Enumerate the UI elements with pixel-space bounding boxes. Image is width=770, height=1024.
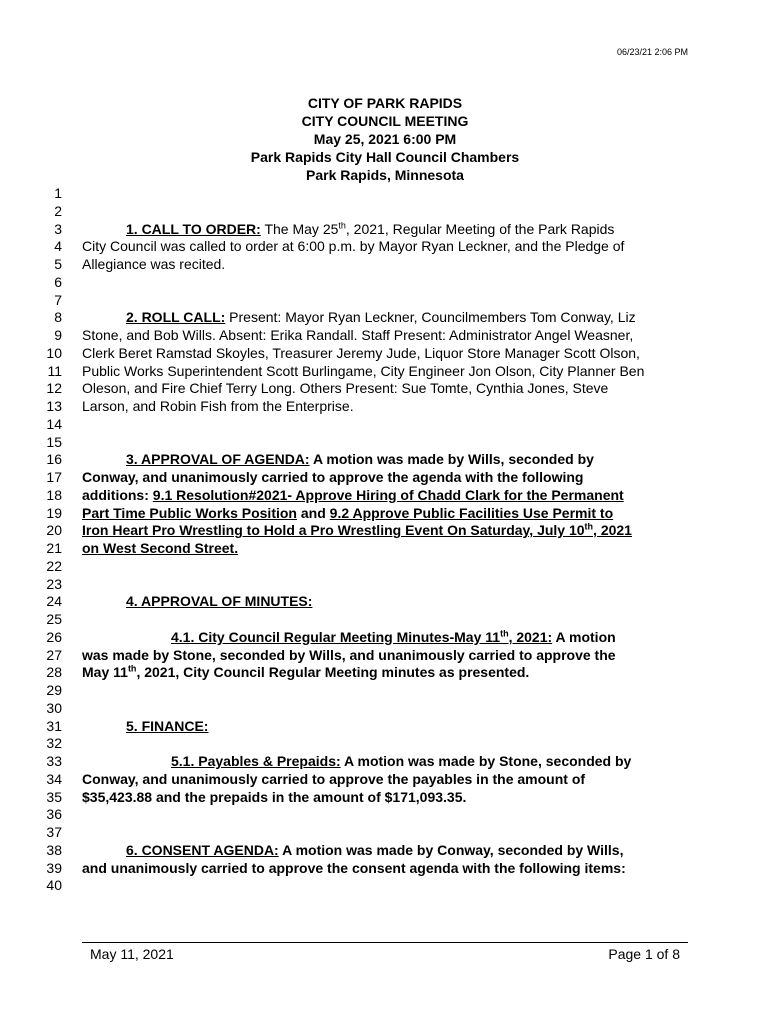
- line-number: 4: [54, 238, 62, 255]
- text-span: , 2021, Regular Meeting of the Park Rapids: [345, 220, 615, 237]
- line-number: 8: [54, 309, 62, 326]
- document-header: [82, 94, 688, 184]
- text-line: Stone, and Bob Wills. Absent: Erika Randall. Staff Present: Administrator Angel Weasner,: [82, 327, 634, 343]
- superscript: th: [584, 521, 594, 532]
- text-line: [82, 522, 688, 540]
- finance-heading: 5. FINANCE:: [126, 717, 209, 734]
- text-span: Iron Heart Pro Wrestling to Hold a Pro Wrestling Event On Saturday, July 10: [82, 522, 585, 539]
- line-number: 21: [46, 540, 62, 556]
- text-line: Allegiance was recited.: [82, 256, 226, 272]
- text-line: Larson, and Robin Fish from the Enterprise.: [82, 398, 354, 414]
- line-number: 3: [54, 220, 62, 237]
- header-date: May 25, 2021 6:00 PM: [313, 131, 457, 147]
- line-number: 10: [46, 344, 62, 361]
- line-number: 37: [46, 824, 62, 840]
- text-span: 4.1. City Council Regular Meeting Minutes-May 11: [171, 628, 501, 645]
- blank-line: [82, 735, 688, 753]
- call-to-order-heading: 1. CALL TO ORDER:: [126, 220, 261, 237]
- text-line: Conway, and unanimously carried to approve the agenda with the following: [82, 469, 584, 485]
- line-number: 26: [46, 628, 62, 645]
- minutes-heading: 4. APPROVAL OF MINUTES:: [126, 593, 313, 610]
- text-line: [82, 664, 688, 682]
- blank-line: [82, 576, 688, 594]
- text-line: Conway, and unanimously carried to approve the payables in the amount of: [82, 770, 586, 787]
- agenda-addition-9-1-cont: Part Time Public Works Position: [82, 504, 297, 521]
- line-number: 22: [46, 557, 62, 574]
- text-span: , 2021: [593, 522, 632, 539]
- consent-line: [82, 842, 688, 860]
- finance-subsection-line: [82, 753, 688, 771]
- text-span: and: [296, 504, 330, 521]
- blank-line: [82, 700, 688, 718]
- blank-line: [82, 682, 688, 700]
- text-span: additions:: [82, 486, 153, 503]
- line-number: 31: [46, 717, 62, 734]
- line-number: 5: [54, 256, 62, 272]
- superscript: th: [127, 663, 137, 674]
- text-span: , 2021:: [508, 628, 553, 645]
- line-number: 6: [54, 273, 62, 290]
- blank-line: [82, 416, 688, 434]
- line-number: 34: [46, 770, 62, 787]
- line-number: 18: [46, 486, 62, 503]
- line-number: 29: [46, 682, 62, 698]
- text-span: A motion was made by Stone, seconded by: [340, 753, 632, 769]
- line-number: 36: [46, 806, 62, 823]
- line-number: 19: [46, 504, 62, 521]
- blank-line: [82, 434, 688, 452]
- line-number: 12: [46, 380, 62, 397]
- blank-line: [82, 611, 688, 629]
- page-number: Page 1 of 8: [608, 946, 680, 962]
- text-line: City Council was called to order at 6:00 p.m. by Mayor Ryan Leckner, and the Pledge of: [82, 238, 625, 255]
- text-line: [82, 505, 688, 523]
- text-span: May 11: [82, 664, 128, 681]
- text-line: on West Second Street.: [82, 540, 239, 556]
- agenda-line: [82, 451, 688, 469]
- line-number: 28: [46, 664, 62, 681]
- line-number: 38: [46, 841, 62, 858]
- line-number: 40: [46, 877, 62, 894]
- blank-line: [82, 806, 688, 824]
- line-number: 14: [46, 415, 62, 432]
- text-line: Oleson, and Fire Chief Terry Long. Others Present: Sue Tomte, Cynthia Jones, Steve: [82, 380, 609, 397]
- line-number: 11: [47, 362, 62, 379]
- text-span: A motion was made by Wills, seconded by: [309, 451, 594, 468]
- line-number: 7: [54, 291, 62, 308]
- footer-rule: [82, 942, 688, 943]
- line-number: 13: [46, 398, 62, 414]
- text-line: was made by Stone, seconded by Wills, and unanimously carried to approve the: [82, 646, 616, 663]
- blank-line: [82, 824, 688, 842]
- line-number: 27: [46, 646, 62, 663]
- blank-line: [82, 274, 688, 292]
- text-line: and unanimously carried to approve the consent agenda with the following items:: [82, 859, 626, 876]
- header-city: CITY OF PARK RAPIDS: [307, 95, 463, 111]
- text-span: A motion was made by Conway, seconded by Wills,: [278, 841, 624, 858]
- minutes-subheading: [171, 629, 552, 645]
- line-number: 30: [46, 699, 62, 716]
- header-city-state: Park Rapids, Minnesota: [306, 167, 464, 183]
- superscript: th: [500, 628, 509, 639]
- line-number: 39: [46, 859, 62, 876]
- header-location: Park Rapids City Hall Council Chambers: [250, 149, 520, 165]
- print-timestamp: 06/23/21 2:06 PM: [616, 47, 688, 57]
- line-number: 1: [54, 185, 62, 201]
- superscript: th: [338, 219, 346, 230]
- blank-line: [82, 877, 688, 895]
- minutes-subsection-line: [82, 629, 688, 647]
- blank-line: [82, 292, 688, 310]
- text-span: The May 25: [260, 220, 339, 237]
- roll-call-heading: 2. ROLL CALL:: [126, 309, 226, 326]
- agenda-addition-9-1: 9.1 Resolution#2021- Approve Hiring of Chadd Clark for the Permanent: [152, 486, 624, 503]
- line-number: 9: [54, 327, 62, 343]
- line-number-gutter: [40, 185, 62, 895]
- line-number: 17: [46, 469, 62, 485]
- line-number: 15: [46, 433, 62, 450]
- consent-heading: 6. CONSENT AGENDA:: [126, 841, 279, 858]
- minutes-body: [82, 185, 688, 895]
- line-number: 25: [46, 611, 62, 627]
- header-meeting: CITY COUNCIL MEETING: [301, 113, 469, 129]
- blank-line: [82, 203, 688, 221]
- blank-line: [82, 558, 688, 576]
- call-to-order-line: [82, 221, 688, 239]
- text-line: Clerk Beret Ramstad Skoyles, Treasurer Jeremy Jude, Liquor Store Manager Scott Olson,: [82, 344, 640, 361]
- roll-call-line: [82, 309, 688, 327]
- line-number: 20: [46, 522, 62, 539]
- line-number: 23: [46, 575, 62, 592]
- line-number: 35: [46, 788, 62, 805]
- text-line: [82, 487, 688, 505]
- line-number: 2: [54, 202, 62, 219]
- line-number: 16: [46, 451, 62, 468]
- footer-date: May 11, 2021: [90, 946, 174, 962]
- text-span: , 2021, City Council Regular Meeting minutes as presented.: [136, 664, 530, 681]
- text-span: A motion: [552, 628, 616, 645]
- blank-line: [82, 185, 688, 203]
- text-span: Present: Mayor Ryan Leckner, Councilmembers Tom Conway, Liz: [225, 309, 636, 326]
- line-number: 33: [46, 753, 62, 769]
- text-line: Public Works Superintendent Scott Burlingame, City Engineer Jon Olson, City Planner Ben: [82, 362, 645, 379]
- line-number: 24: [46, 593, 62, 610]
- agenda-heading: 3. APPROVAL OF AGENDA:: [126, 451, 310, 468]
- payables-subheading: 5.1. Payables & Prepaids:: [171, 753, 341, 769]
- agenda-addition-9-2: 9.2 Approve Public Facilities Use Permit to: [329, 504, 614, 521]
- line-number: 32: [46, 735, 62, 752]
- text-line: $35,423.88 and the prepaids in the amount of $171,093.35.: [82, 788, 467, 805]
